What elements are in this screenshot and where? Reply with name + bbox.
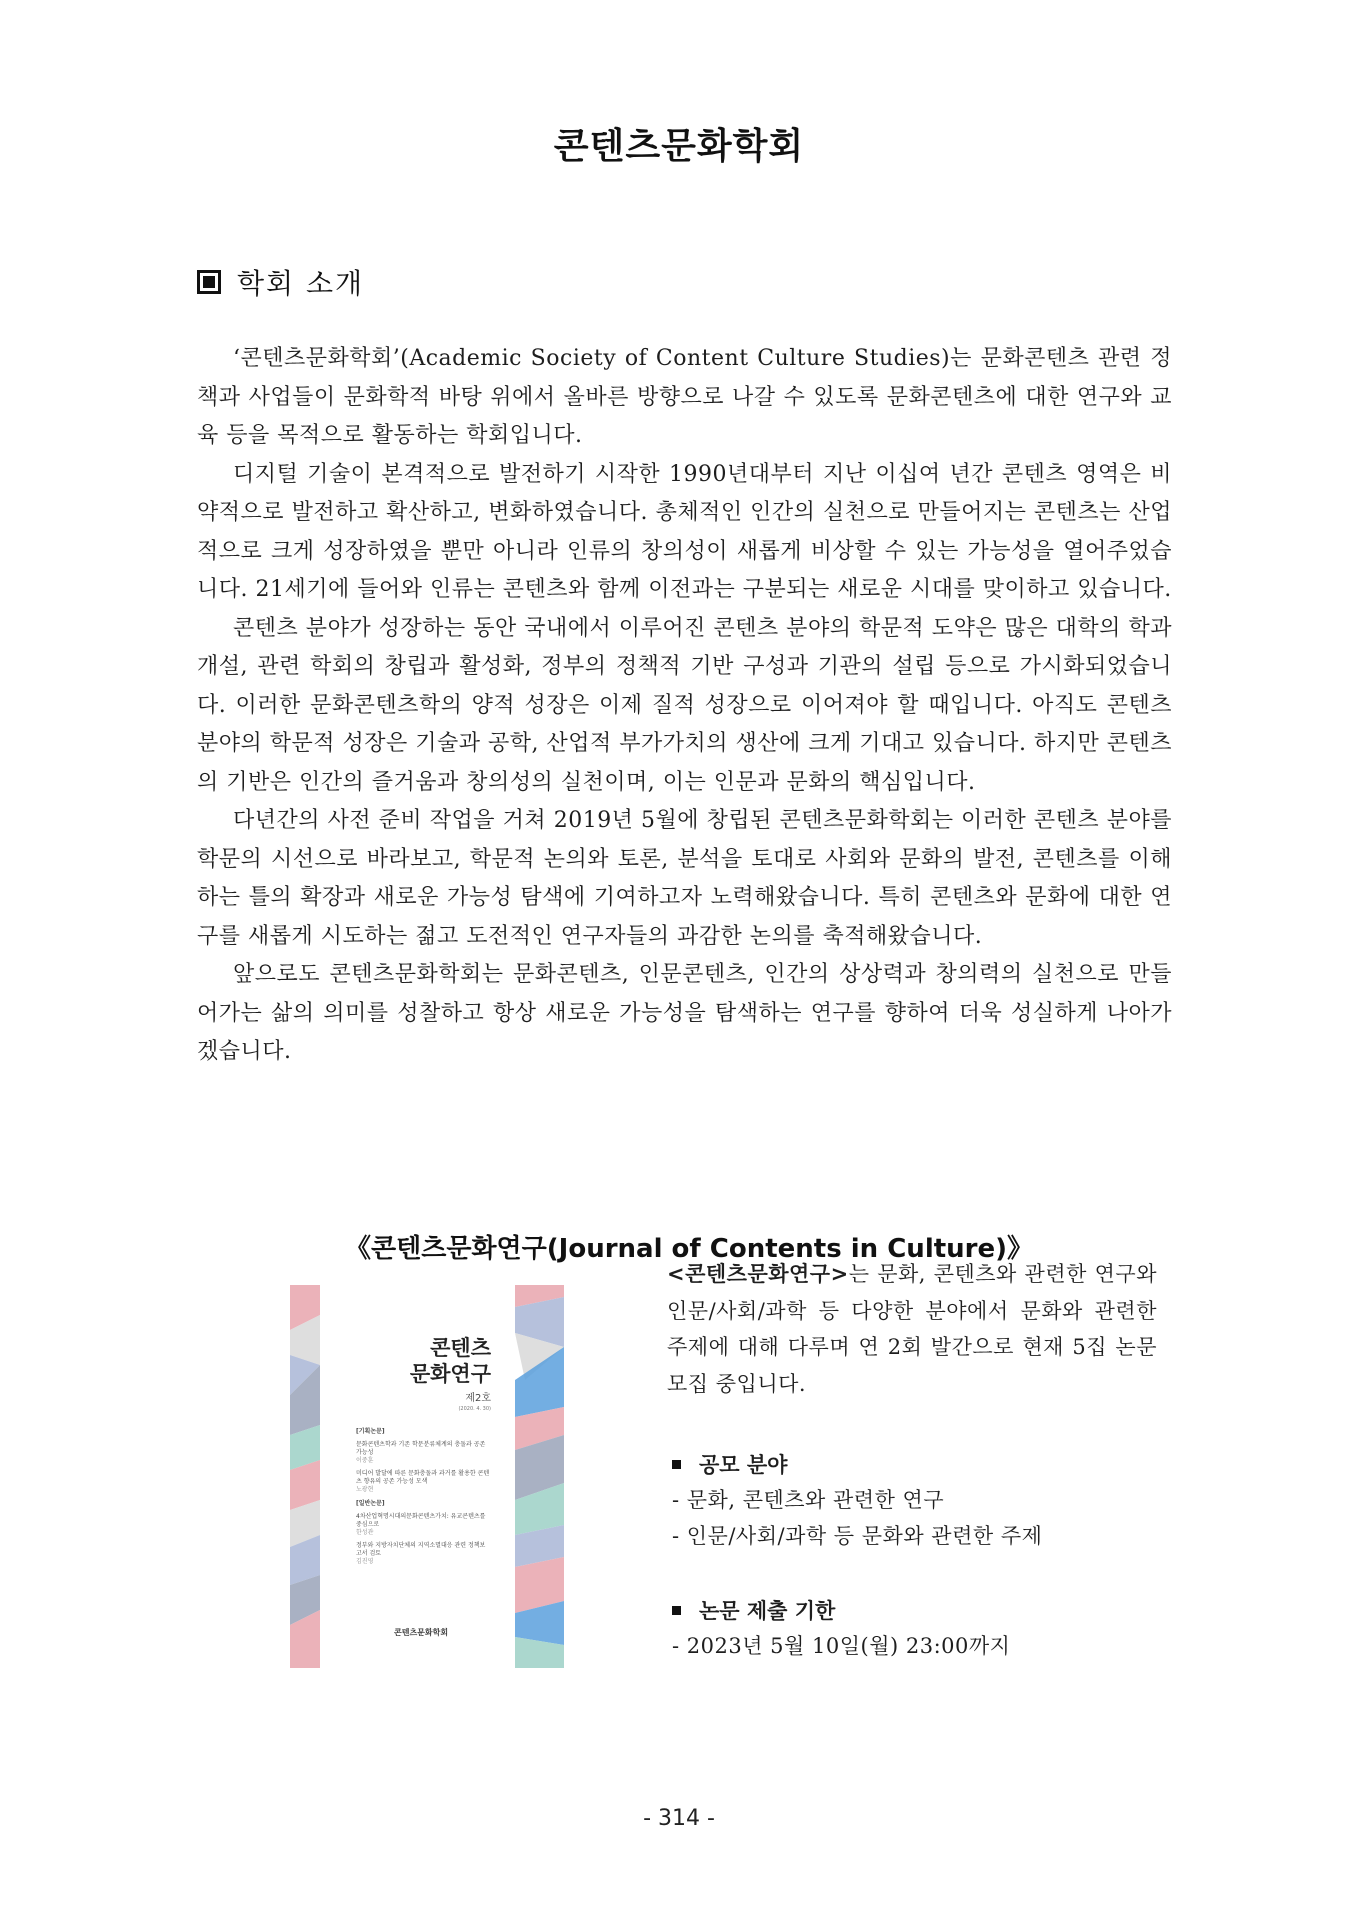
field-item: - 인문/사회/과학 등 문화와 관련한 주제 <box>672 1524 1043 1548</box>
intro-paragraph: 콘텐츠 분야가 성장하는 동안 국내에서 이루어진 콘텐츠 분야의 학문적 도약은 많은 대학의 학과개설, 관련 학회의 창립과 활성화, 정부의 정책적 기반 구성과 기관의 설립 등으로 가시화되었습니다. 이러한 문화콘텐츠학의 양적 성장은 이제 질적 성장으로 이어져야 할 때입니다. 아직도 콘텐츠 분야의 학문적 성장은 기술과 공학, 산업적 부가가치의 생산에 크게 기대고 있습니다. 하지만 콘텐츠의 기반은 인간의 즐거움과 창의성의 실천이며, 이는 인문과 문화의 핵심입니다. <box>197 615 1172 795</box>
cover-toc-author: 한성관 <box>356 1529 374 1536</box>
field-heading-text: 공모 분야 <box>699 1453 788 1477</box>
page-title: 콘텐츠문화학회 <box>553 126 805 167</box>
cover-toc-article: 문화콘텐츠학과 기존 학문분류체계의 충돌과 공존 가능성 <box>356 1441 486 1456</box>
cover-toc-section: [기획논문] <box>356 1428 385 1435</box>
field-block <box>672 1446 1042 1554</box>
square-bullet-icon <box>672 1606 681 1615</box>
journal-description-text: 는 문화, 콘텐츠와 관련한 연구와 인문/사회/과학 등 다양한 분야에서 문화와 관련한 주제에 대해 다루며 연 2회 발간으로 현재 5집 논문 모집 중입니다. <box>667 1262 1157 1396</box>
deadline-heading-text: 논문 제출 기한 <box>699 1599 836 1623</box>
square-bullet-icon <box>672 1460 681 1469</box>
deadline-item: - 2023년 5월 10일(월) 23:00까지 <box>672 1634 1011 1658</box>
intro-paragraph: 앞으로도 콘텐츠문화학회는 문화콘텐츠, 인문콘텐츠, 인간의 상상력과 창의력의 실천으로 만들어가는 삶의 의미를 성찰하고 항상 새로운 가능성을 탐색하는 연구를 향하여 더욱 성실하게 나아가겠습니다. <box>197 962 1172 1064</box>
field-item: - 문화, 콘텐츠와 관련한 연구 <box>672 1488 945 1512</box>
section-heading-text: 학회 소개 <box>237 267 365 300</box>
cover-toc-author: 이중훈 <box>356 1457 374 1464</box>
cover-date: (2020. 4. 30) <box>458 1406 491 1412</box>
journal-description <box>667 1256 1157 1402</box>
cover-title-line: 문화연구 <box>409 1362 491 1386</box>
deadline-block <box>672 1592 1010 1664</box>
cover-toc <box>356 1428 491 1566</box>
intro-paragraph: 다년간의 사전 준비 작업을 거쳐 2019년 5월에 창립된 콘텐츠문화학회는 이러한 콘텐츠 분야를 학문의 시선으로 바라보고, 학문적 논의와 토론, 분석을 토대로 사회와 문화의 발전, 콘텐츠를 이해하는 틀의 확장과 새로운 가능성 탐색에 기여하고자 노력해왔습니다. 특히 콘텐츠와 문화에 대한 연구를 새롭게 시도하는 젊고 도전적인 연구자들의 과감한 논의를 축적해왔습니다. <box>197 808 1172 949</box>
square-bullet-icon <box>197 270 221 294</box>
cover-toc-article: 미디어 발달에 따른 문화충돌과 과거를 활용한 콘텐츠 향유의 공존 가능성 모색 <box>356 1470 490 1485</box>
page-number: - 314 - <box>643 1806 715 1831</box>
journal-name: <콘텐츠문화연구> <box>667 1262 849 1286</box>
cover-toc-article: 4차산업혁명시대의문화콘텐츠가치: 유교콘텐츠를 중심으로 <box>356 1513 486 1528</box>
cover-issue: 제2호 <box>465 1393 491 1404</box>
cover-toc-author: 김진영 <box>356 1558 374 1565</box>
field-heading <box>672 1446 1042 1482</box>
cover-title-line: 콘텐츠 <box>430 1336 491 1360</box>
intro-paragraph: ‘콘텐츠문화학회’(Academic Society of Content Culture Studies)는 문화콘텐츠 관련 정책과 사업들이 문화학적 바탕 위에서 올바른 방향으로 나갈 수 있도록 문화콘텐츠에 대한 연구와 교육 등을 목적으로 활동하는 학회입니다. <box>197 346 1172 448</box>
cover-toc-section: [일반논문] <box>356 1500 385 1507</box>
intro-text <box>197 340 1172 1072</box>
intro-paragraph: 디지털 기술이 본격적으로 발전하기 시작한 1990년대부터 지난 이십여 년간 콘텐츠 영역은 비약적으로 발전하고 확산하고, 변화하였습니다. 총체적인 인간의 실천으로 만들어지는 콘텐츠는 산업적으로 크게 성장하였을 뿐만 아니라 인류의 창의성이 새롭게 비상할 수 있는 가능성을 열어주었습니다. 21세기에 들어와 인류는 콘텐츠와 함께 이전과는 구분되는 새로운 시대를 맞이하고 있습니다. <box>197 461 1172 602</box>
journal-cover-image <box>290 1285 564 1668</box>
journal-title: 《콘텐츠문화연구(Journal of Contents in Culture)》 <box>344 1234 1034 1264</box>
cover-toc-article: 정부와 지방자치단체의 지역소멸대응 관련 정책보고서 검토 <box>356 1542 486 1557</box>
cover-publisher: 콘텐츠문화학회 <box>394 1628 449 1637</box>
section-heading <box>197 262 364 302</box>
cover-text <box>356 1335 491 1566</box>
cover-toc-author: 노광현 <box>356 1486 374 1493</box>
deadline-heading <box>672 1592 1010 1628</box>
